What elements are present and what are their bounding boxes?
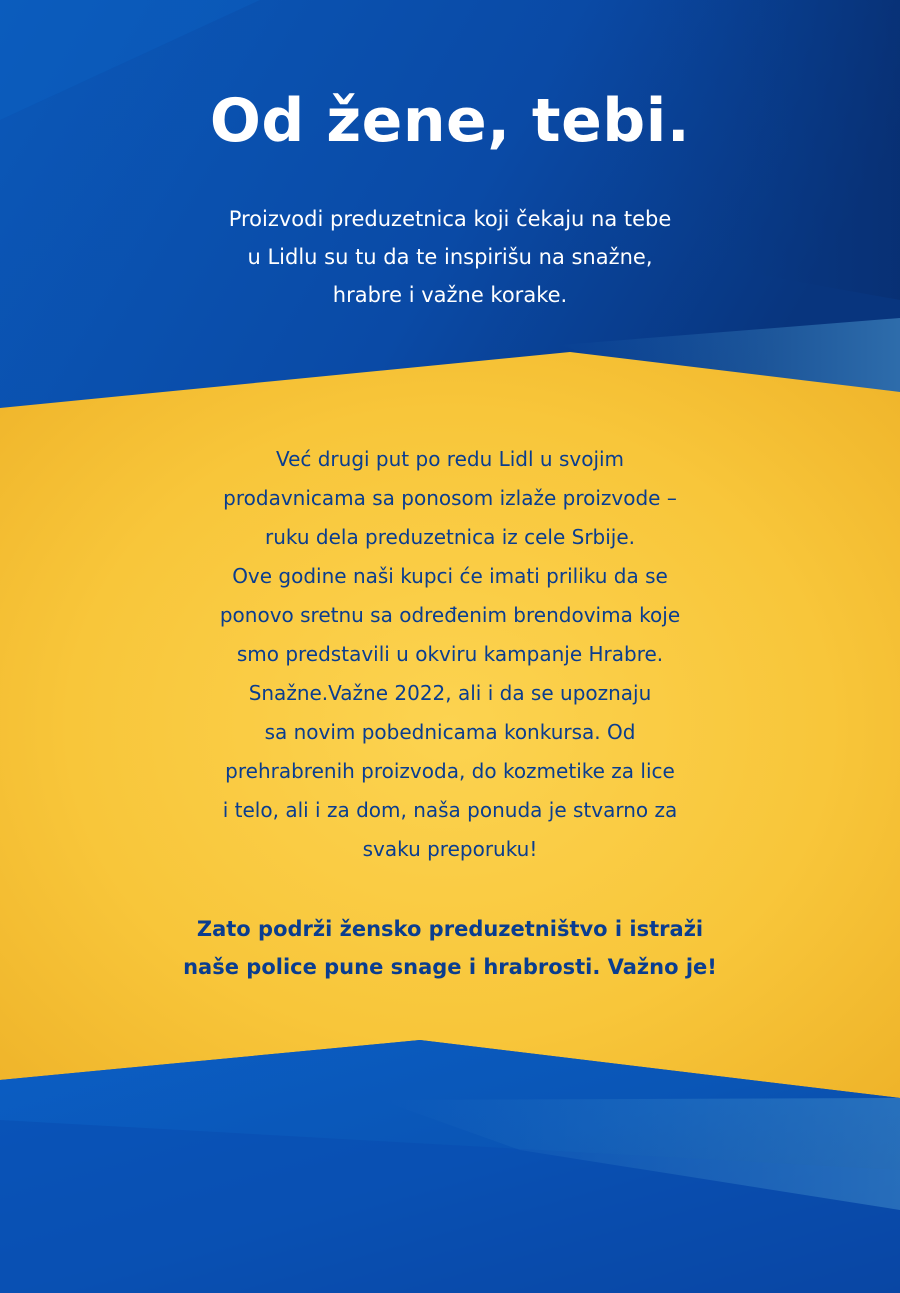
cta-line: naše police pune snage i hrabrosti. Važno je! <box>183 955 717 979</box>
subtitle-line: Proizvodi preduzetnica koji čekaju na tebe <box>228 207 672 231</box>
body-paragraph <box>150 440 750 869</box>
body-line: prehrabrenih proizvoda, do kozmetike za lice <box>225 759 675 783</box>
page-title: Od žene, tebi. <box>209 86 691 156</box>
cta-line: Zato podrži žensko preduzetništvo i istraži <box>196 917 704 941</box>
call-to-action <box>150 910 750 986</box>
subtitle-line: u Lidlu su tu da te inspirišu na snažne, <box>247 245 653 269</box>
subtitle <box>150 200 750 314</box>
body-line: prodavnicama sa ponosom izlaže proizvode – <box>223 486 677 510</box>
body-line: Ove godine naši kupci će imati priliku da se <box>232 564 668 588</box>
body-line: svaku preporuku! <box>362 837 538 861</box>
body-line: sa novim pobednicama konkursa. Od <box>264 720 636 744</box>
body-line: smo predstavili u okviru kampanje Hrabre. <box>236 642 664 666</box>
body-line: Snažne.Važne 2022, ali i da se upoznaju <box>248 681 652 705</box>
body-line: ruku dela preduzetnica iz cele Srbije. <box>264 525 636 549</box>
body-line: i telo, ali i za dom, naša ponuda je stvarno za <box>222 798 678 822</box>
body-line: ponovo sretnu sa određenim brendovima koje <box>219 603 681 627</box>
subtitle-line: hrabre i važne korake. <box>332 283 568 307</box>
body-line: Već drugi put po redu Lidl u svojim <box>275 447 625 471</box>
